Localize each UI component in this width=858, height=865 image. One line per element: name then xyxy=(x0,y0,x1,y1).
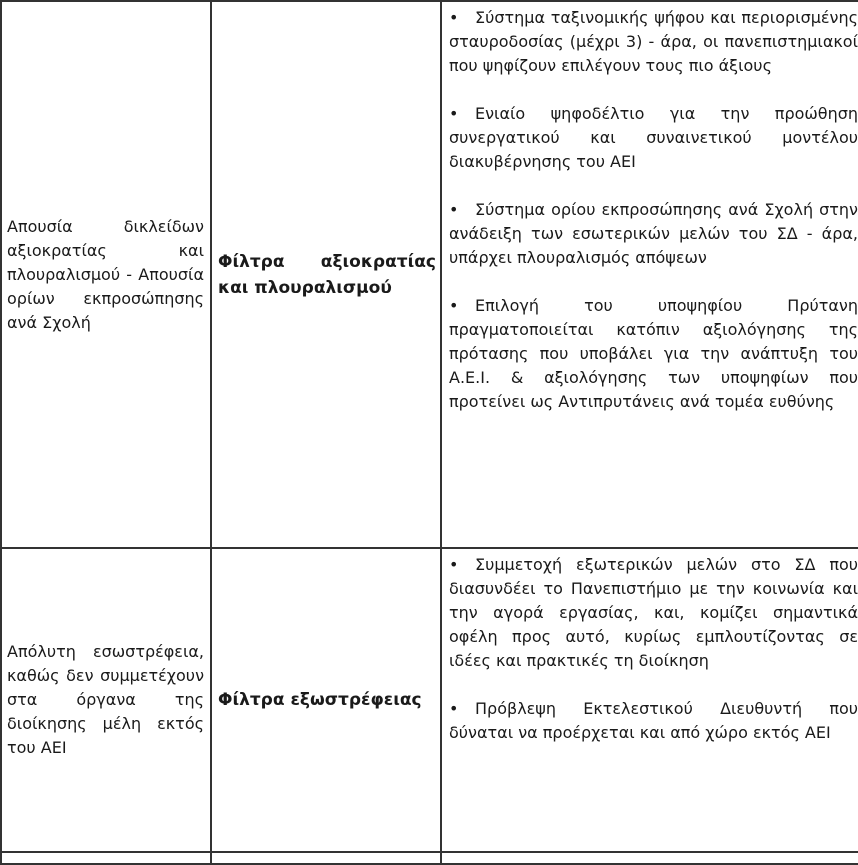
list-item xyxy=(449,553,858,673)
filter-title: Φίλτρα αξιοκρατίας και πλουραλισμού xyxy=(218,251,436,298)
measure-text: Ενιαίο ψηφοδέλτιο για την προώθηση συνεργατικού και συναινετικού μοντέλου διακυβέρνησης του ΑΕΙ xyxy=(449,104,858,171)
filter-cell xyxy=(211,548,441,852)
measures-list xyxy=(442,549,858,745)
measure-text: Σύστημα ορίου εκπροσώπησης ανά Σχολή στην ανάδειξη των εσωτερικών μελών του ΣΔ - άρα, υπάρχει πλουραλισμός απόψεων xyxy=(449,200,858,267)
measure-text: Πρόβλεψη Εκτελεστικού Διευθυντή που δύναται να προέρχεται και από χώρο εκτός ΑΕΙ xyxy=(449,699,858,742)
table-row xyxy=(1,1,858,548)
table-row xyxy=(1,548,858,852)
bullet-icon: • xyxy=(449,296,459,315)
table-row xyxy=(1,852,858,864)
filter-cell xyxy=(211,1,441,548)
problem-cell xyxy=(1,548,211,852)
list-item xyxy=(449,697,858,745)
list-item xyxy=(449,6,858,78)
measure-text: Επιλογή του υποψηφίου Πρύτανη πραγματοποιείται κατόπιν αξιολόγησης της πρότασης που υποβάλει για την ανάπτυξη του Α.Ε.Ι. & αξιολόγησης των υποψηφίων που προτείνει ως Αντιπρυτάνεις ανά τομέα ευθύνης xyxy=(449,296,858,411)
bullet-icon: • xyxy=(449,8,459,27)
list-item xyxy=(449,198,858,270)
measures-list xyxy=(442,2,858,414)
list-item xyxy=(449,294,858,414)
bullet-icon: • xyxy=(449,555,459,574)
measure-text: Συμμετοχή εξωτερικών μελών στο ΣΔ που διασυνδέει το Πανεπιστήμιο με την κοινωνία και την αγορά εργασίας, και, κομίζει σημαντικά οφέλη προς αυτό, κυρίως εμπλουτίζοντας σε ιδέες και πρακτικές τη διοίκηση xyxy=(449,555,858,670)
measure-text: Σύστημα ταξινομικής ψήφου και περιορισμένης σταυροδοσίας (μέχρι 3) - άρα, οι πανεπιστημιακοί που ψηφίζουν επιλέγουν τους πιο άξιους xyxy=(449,8,858,75)
problem-text: Απουσία δικλείδων αξιοκρατίας και πλουραλισμού - Απουσία ορίων εκπροσώπησης ανά Σχολή xyxy=(7,216,204,332)
measures-cell xyxy=(441,548,858,852)
problem-cell xyxy=(1,1,211,548)
empty-cell xyxy=(211,852,441,864)
bullet-icon: • xyxy=(449,200,459,219)
empty-cell xyxy=(1,852,211,864)
measures-cell xyxy=(441,1,858,548)
empty-cell xyxy=(441,852,858,864)
list-item xyxy=(449,102,858,174)
bullet-icon: • xyxy=(449,104,459,123)
filter-title: Φίλτρα εξωστρέφειας xyxy=(218,690,422,710)
problem-text: Απόλυτη εσωστρέφεια, καθώς δεν συμμετέχουν στα όργανα της διοίκησης μέλη εκτός του ΑΕΙ xyxy=(7,642,204,757)
bullet-icon: • xyxy=(449,699,459,718)
